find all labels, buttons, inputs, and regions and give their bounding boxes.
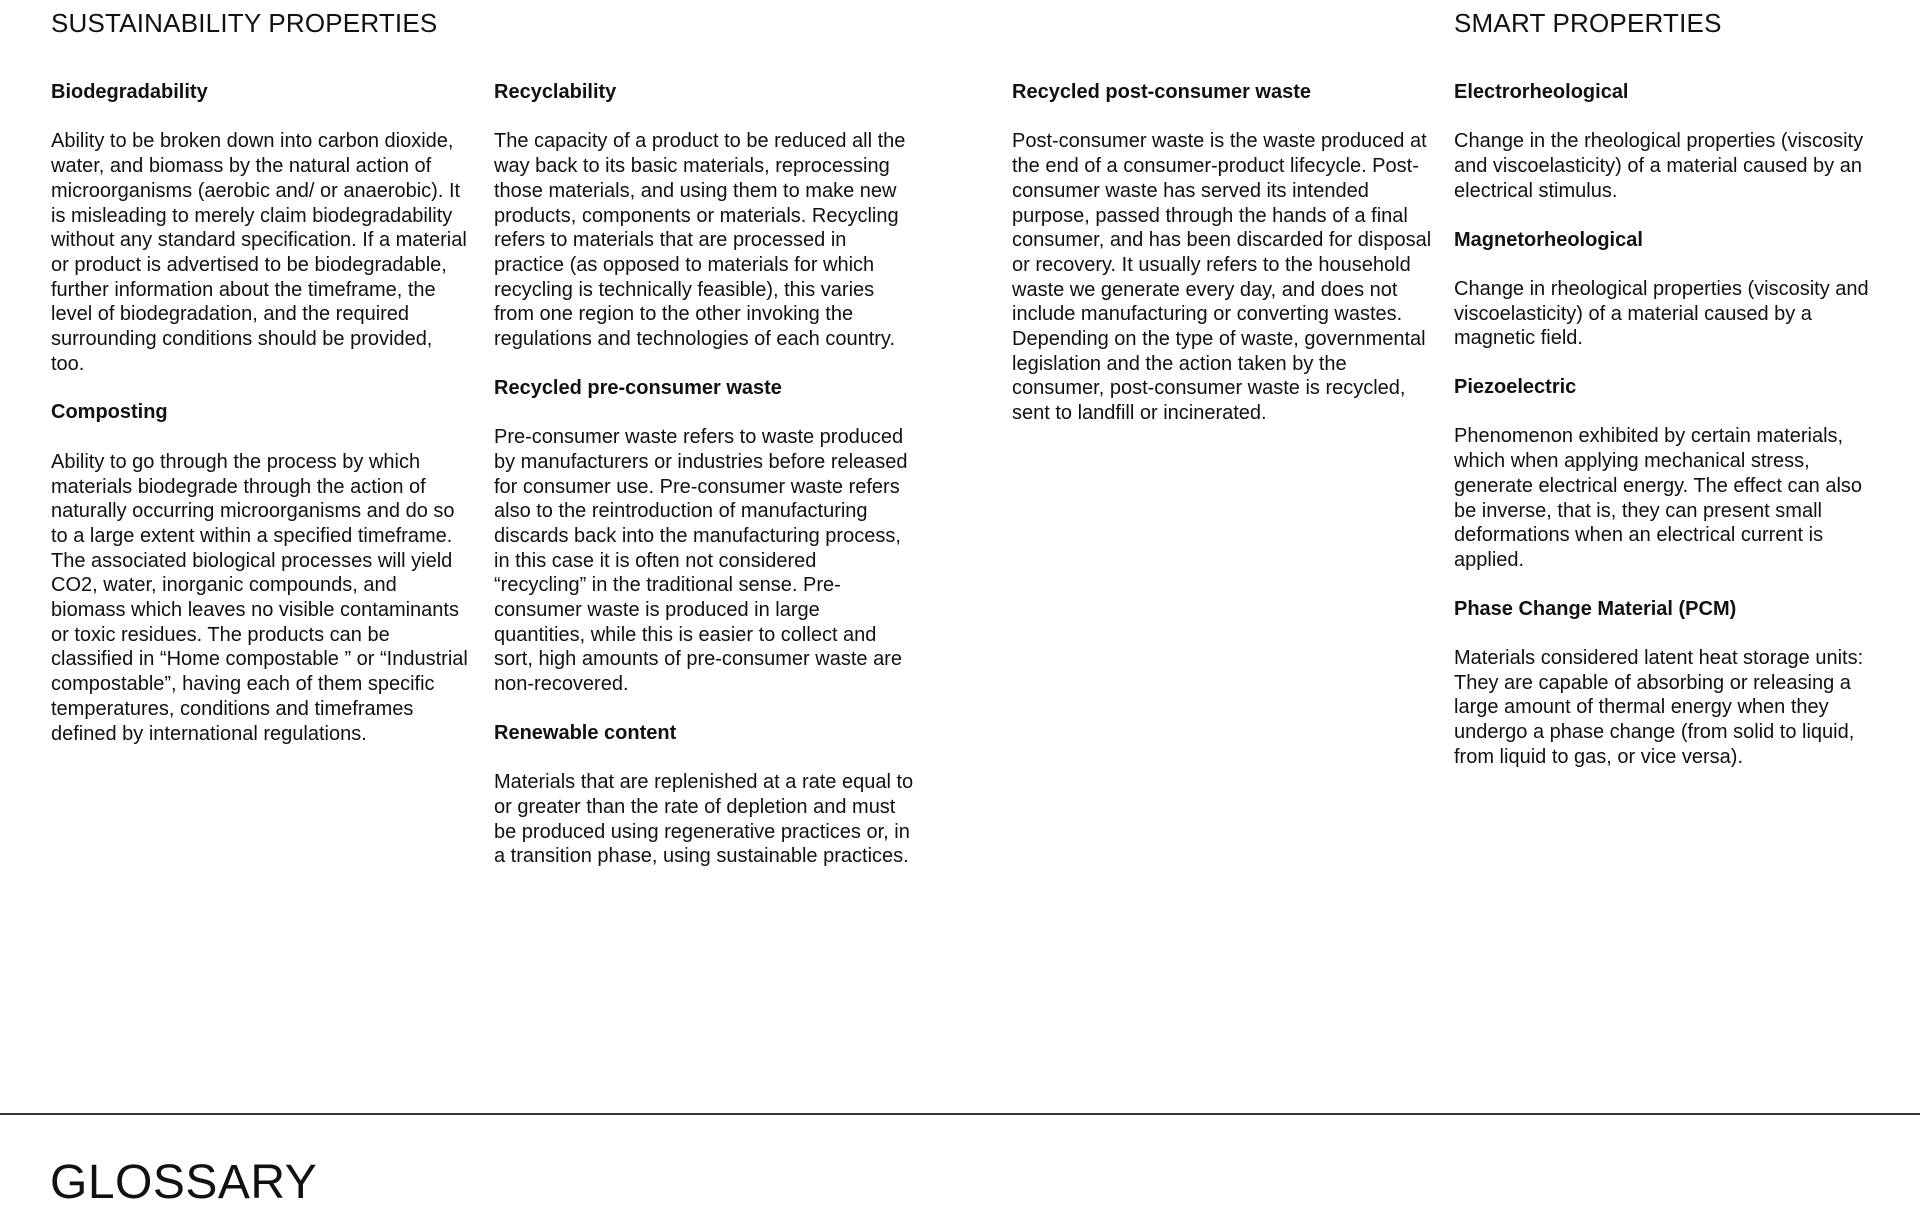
entry-phase-change-material bbox=[1454, 597, 1884, 770]
entry-recyclability bbox=[494, 80, 914, 352]
entry-title: Magnetorheological bbox=[1454, 228, 1643, 251]
entry-title: Recyclability bbox=[494, 81, 617, 103]
entry-body: Pre-consumer waste refers to waste produced by manufacturers or industries before released for consumer use. Pre-consumer waste refers also to the reintroduction of manufacturing discards back into the manufacturing process, in this case it is often not considered “recycling” in the traditional sense. Pre-consumer waste is produced in large quantities, while this is easier to collect and sort, high amounts of pre-consumer waste are non-recovered. bbox=[494, 426, 908, 696]
entry-title: Piezoelectric bbox=[1454, 376, 1577, 398]
entry-body: Materials considered latent heat storage units: They are capable of absorbing or releasing a large amount of thermal energy when they undergo a phase change (from solid to liquid, from liquid to gas, or vice versa). bbox=[1454, 647, 1864, 768]
entry-renewable-content bbox=[494, 721, 914, 869]
entry-body: Phenomenon exhibited by certain materials, which when applying mechanical stress, generate electrical energy. The effect can also be inverse, that is, they can present small deformations when an electrical current is applied. bbox=[1454, 425, 1863, 571]
entry-electrorheological bbox=[1454, 80, 1884, 204]
entry-title: Phase Change Material (PCM) bbox=[1454, 597, 1737, 620]
entry-title: Recycled post-consumer waste bbox=[1012, 81, 1311, 103]
entry-title: Recycled pre-consumer waste bbox=[494, 376, 782, 399]
entry-title: Electrorheological bbox=[1454, 81, 1629, 103]
entry-title: Biodegradability bbox=[51, 81, 208, 103]
entry-recycled-post-consumer-waste bbox=[1012, 80, 1432, 426]
entry-body: Materials that are replenished at a rate equal to or greater than the rate of depletion and must be produced using regenerative practices or, in a transition phase, using sustainable practices. bbox=[494, 771, 914, 868]
entry-body: The capacity of a product to be reduced all the way back to its basic materials, reprocessing those materials, and using them to make new products, components or materials. Recycling refers to materials that are processed in practice (as opposed to materials for which recycling is technically feasible), this varies from one region to the other invoking the regulations and technologies of each country. bbox=[494, 130, 906, 351]
entry-body: Ability to go through the process by which materials biodegrade through the action of naturally occurring microorganisms and do so to a large extent within a specified timeframe. The associated biological processes will yield CO2, water, inorganic compounds, and biomass which leaves no visible contaminants or toxic residues. The products can be classified in “Home compostable ” or “Industrial compostable”, having each of them specific temperatures, conditions and timeframes defined by international regulations. bbox=[51, 450, 468, 745]
entry-title: Renewable content bbox=[494, 721, 677, 744]
entry-body: Change in the rheological properties (viscosity and viscoelasticity) of a material caused by an electrical stimulus. bbox=[1454, 130, 1864, 202]
entry-body: Post-consumer waste is the waste produced at the end of a consumer-product lifecycle. Post-consumer waste has served its intended purpose, passed through the hands of a final consumer, and has been discarded for disposal or recovery. It usually refers to the household waste we generate every day, and does not include manufacturing or converting wastes. Depending on the type of waste, governmental legislation and the action taken by the consumer, post-consumer waste is recycled, sent to landfill or incinerated. bbox=[1012, 130, 1432, 425]
entry-biodegradability bbox=[51, 80, 471, 376]
entry-composting bbox=[51, 400, 471, 746]
column-2 bbox=[494, 80, 914, 893]
entry-title: Composting bbox=[51, 401, 168, 424]
entry-piezoelectric bbox=[1454, 375, 1884, 573]
sustainability-heading: SUSTAINABILITY PROPERTIES bbox=[51, 8, 438, 38]
entry-recycled-pre-consumer-waste bbox=[494, 376, 914, 697]
glossary-heading: GLOSSARY bbox=[50, 1156, 318, 1209]
column-1 bbox=[51, 80, 471, 770]
smart-heading: SMART PROPERTIES bbox=[1454, 8, 1722, 38]
column-3 bbox=[1012, 80, 1432, 450]
column-4 bbox=[1454, 80, 1884, 794]
entry-body: Change in rheological properties (viscosity and viscoelasticity) of a material caused by a magnetic field. bbox=[1454, 277, 1869, 350]
entry-body: Ability to be broken down into carbon dioxide, water, and biomass by the natural action of microorganisms (aerobic and/ or anaerobic). It is misleading to merely claim biodegradability without any standard specification. If a material or product is advertised to be biodegradable, further information about the timeframe, the level of biodegradation, and the required surrounding conditions should be provided, too. bbox=[51, 130, 467, 375]
section-divider bbox=[0, 1113, 1920, 1115]
entry-magnetorheological bbox=[1454, 228, 1884, 352]
